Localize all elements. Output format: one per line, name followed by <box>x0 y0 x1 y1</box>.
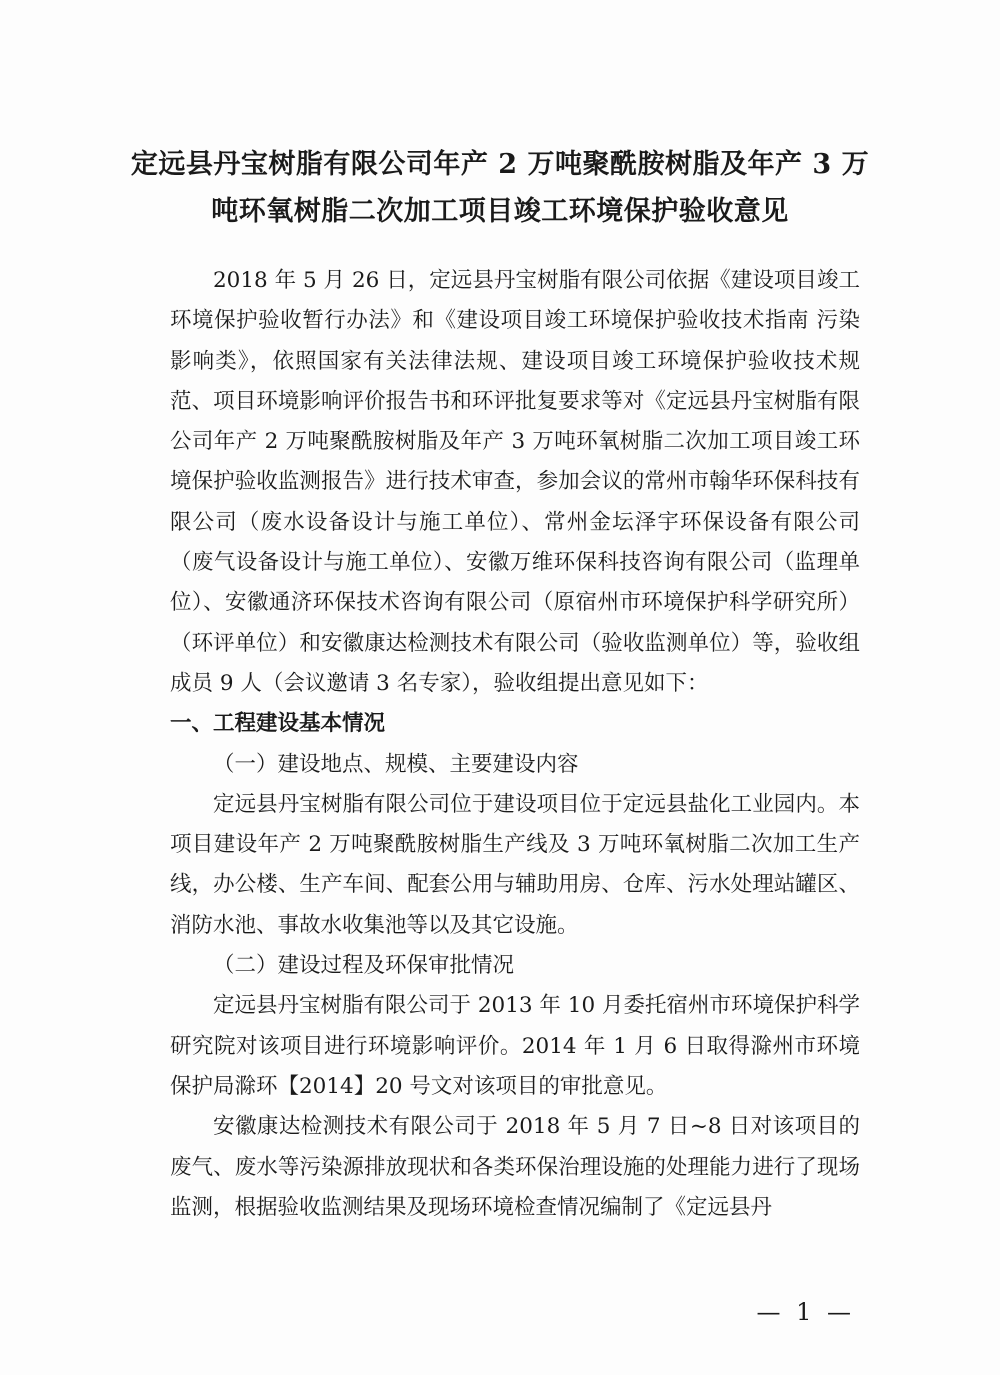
intro-paragraph: 2018 年 5 月 26 日，定远县丹宝树脂有限公司依据《建设项目竣工环境保护验收暂行办法》和《建设项目竣工环境保护验收技术指南 污染影响类》，依照国家有关法律法规、建设项目竣工环境保护验收技术规范、项目环境影响评价报告书和环评批复要求等对《定远县丹宝树脂有限公司年产 2 万吨聚酰胺树脂及年产 3 万吨环氧树脂二次加工项目竣工环境保护验收监测报告》进行技术审查，参加会议的常州市翰华环保科技有限公司（废水设备设计与施工单位）、常州金坛泽宇环保设备有限公司（废气设备设计与施工单位）、安徽万维环保科技咨询有限公司（监理单位）、安徽通济环保技术咨询有限公司（原宿州市环境保护科学研究所）（环评单位）和安徽康达检测技术有限公司（验收监测单位）等，验收组成员 9 人（会议邀请 3 名专家），验收组提出意见如下： <box>170 268 860 696</box>
section-heading-1: 一、工程建设基本情况 <box>170 711 386 737</box>
paragraph-monitoring: 安徽康达检测技术有限公司于 2018 年 5 月 7 日~8 日对该项目的废气、废水等污染源排放现状和各类环保治理设施的处理能力进行了现场监测，根据验收监测结果及现场环境检查情况编制了《定远县丹 <box>170 1114 860 1220</box>
document-title-line-2: 吨环氧树脂二次加工项目竣工环境保护验收意见 <box>211 196 789 227</box>
page-number: — 1 — <box>756 1298 855 1326</box>
document-title-line-1: 定远县丹宝树脂有限公司年产 2 万吨聚酰胺树脂及年产 3 万 <box>130 149 870 180</box>
subsection-heading-2: （二）建设过程及环保审批情况 <box>213 953 515 979</box>
paragraph-site-scale: 定远县丹宝树脂有限公司位于建设项目位于定远县盐化工业园内。本项目建设年产 2 万吨聚酰胺树脂生产线及 3 万吨环氧树脂二次加工生产线，办公楼、生产车间、配套公用与辅助用房、仓库、污水处理站罐区、消防水池、事故水收集池等以及其它设施。 <box>170 791 860 938</box>
paragraph-approval: 定远县丹宝树脂有限公司于 2013 年 10 月委托宿州市环境保护科学研究院对该项目进行环境影响评价。2014 年 1 月 6 日取得滁州市环境保护局滁环【2014】20 号文对该项目的审批意见。 <box>170 993 860 1099</box>
document-body <box>170 261 860 1228</box>
subsection-heading-1: （一）建设地点、规模、主要建设内容 <box>213 751 579 777</box>
